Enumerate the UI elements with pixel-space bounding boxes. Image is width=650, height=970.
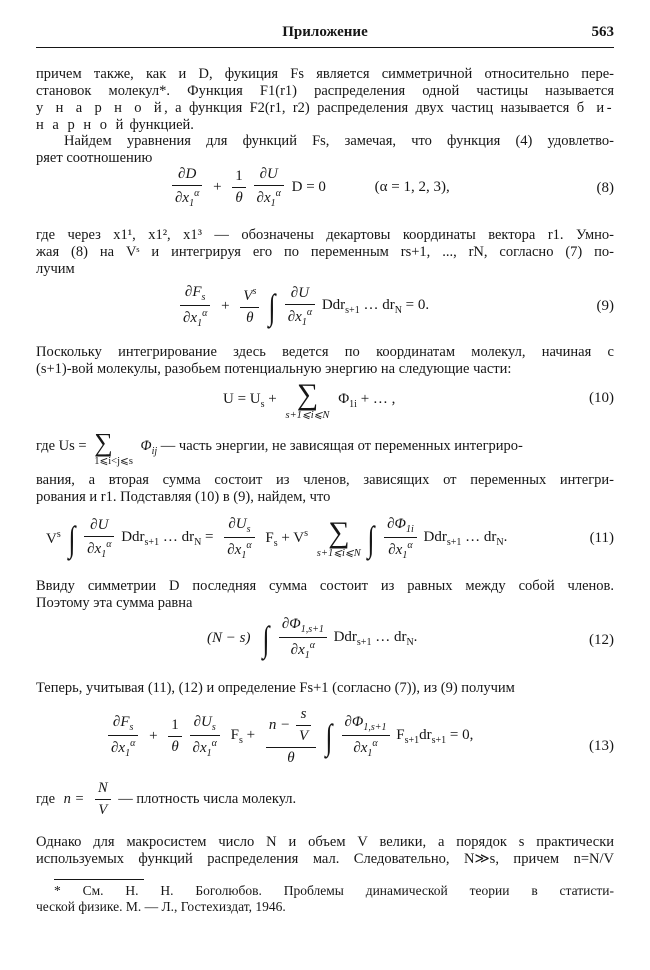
text-line: Теперь, учитывая (11), (12) и определение Fs+1 (согласно (7)), из (9) получим bbox=[36, 680, 515, 696]
sum-sign: ∑ s+1⩽i⩽N bbox=[316, 516, 361, 559]
paragraph-2 bbox=[36, 133, 614, 167]
text-line: Поскольку интегрирование здесь ведется по координатам молекул, начиная с bbox=[36, 344, 614, 360]
term-binary-start: б и- bbox=[576, 100, 615, 116]
text-fragment: где bbox=[36, 791, 56, 807]
equation-number: (11) bbox=[589, 530, 614, 546]
text-line: лучим bbox=[36, 261, 75, 277]
equation-number: (8) bbox=[596, 180, 614, 196]
equation-9: $\frac{\partial F_s}{\partial x_1^\alpha}$ + $\frac{V^s}{\theta}$ ∫ $\frac{\partial U}{\partial x_1^\alpha}$ Ddr$_{s+1}$ … $dr_N = 0$. bbox=[178, 284, 434, 329]
text-line: становок молекул*. Функция F1(r1) распределения одной частицы называется bbox=[36, 83, 614, 99]
text-line: рования и r1. Подставляя (10) в (9), найдем, что bbox=[36, 489, 331, 505]
fraction: $\frac{\partial F_s}{\partial x_1^\alpha}$ bbox=[180, 284, 210, 329]
footnote-line: * См. Н. Н. Боголюбов. Проблемы динамической теории в статисти- bbox=[54, 883, 614, 898]
sum-sign: ∑ s+1⩽i⩽N bbox=[285, 378, 330, 421]
fraction: n − $\frac{s}{V}$ θ bbox=[266, 706, 316, 767]
equation-number: (9) bbox=[596, 298, 614, 314]
paragraph-1 bbox=[36, 66, 614, 134]
fraction: $\frac{\partial U}{\partial x_1^\alpha}$ bbox=[254, 166, 284, 209]
text-fragment: , а функция F2(r1, r2) распределения двух частиц называется bbox=[164, 100, 570, 116]
footnote bbox=[36, 883, 614, 915]
text-line: используемых функций распределения мал. Следовательно, N≫s, причем n=N/V bbox=[36, 851, 614, 867]
page-number: 563 bbox=[591, 24, 614, 40]
paragraph-5-cont bbox=[36, 472, 614, 506]
text-line: вания, а вторая сумма состоит из членов, зависящих от переменных интегри- bbox=[36, 472, 614, 488]
text-line: жая (8) на Vˢ и интегрируя его по переменным rs+1, ..., rN, согласно (7) по- bbox=[36, 244, 614, 260]
fraction: $\frac{\partial U}{\partial x_1^\alpha}$ bbox=[84, 517, 114, 560]
equation-number: (10) bbox=[589, 390, 614, 406]
paragraph-7 bbox=[36, 680, 614, 697]
header-rule bbox=[36, 47, 614, 48]
fraction: $\frac{1}{\theta}$ bbox=[168, 717, 182, 756]
footnote-rule bbox=[54, 879, 144, 880]
running-header bbox=[36, 24, 614, 44]
text-fragment: — часть энергии, не зависящая от переменных интегриро- bbox=[160, 438, 523, 454]
text-line: Однако для макросистем число N и объем V велики, а порядок s практически bbox=[36, 834, 614, 850]
fraction: $\frac{\partial D}{\partial x_1^\alpha}$ bbox=[172, 166, 202, 209]
paragraph-3 bbox=[36, 227, 614, 278]
text-fragment: функцией. bbox=[125, 117, 194, 133]
text-fragment: — плотность числа молекул. bbox=[118, 791, 297, 807]
equation-8: $\frac{\partial D}{\partial x_1^\alpha}$ + $\frac{1}{\theta}$ $\frac{\partial U}{\partial x_1^\alpha}$ D = 0 (α = 1, 2, 3), bbox=[170, 166, 455, 209]
equation-11: $V^s$ ∫ $\frac{\partial U}{\partial x_1^\alpha}$ Ddr$_{s+1}$ … $dr_N$ = $\frac{\partial U_s}{\partial x_1^\alpha}$ $F_s + V^s$ ∑ s+1⩽i⩽N ∫ $\frac{\partial\Phi_{1i}}{\partial x_1^\alpha}$ Ddr$_{s+1}$ … $dr_N$. bbox=[46, 516, 508, 561]
fraction: $\frac{\partial U_s}{\partial x_1^\alpha}$ bbox=[224, 516, 254, 561]
fraction: $\frac{\partial U_s}{\partial x_1^\alpha}$ bbox=[190, 714, 220, 759]
text-line: причем также, как и D, фукиция Fs является симметричной относительно пере- bbox=[36, 66, 614, 82]
sum-sign: ∑ 1⩽i<j⩽s bbox=[94, 428, 133, 467]
equation-12: (N − s) ∫ $\frac{\partial\Phi_{1,s+1}}{\partial x_1^\alpha}$ Ddr$_{s+1}$ … $dr_N$. bbox=[207, 616, 418, 661]
equation-13: $\frac{\partial F_s}{\partial x_1^\alpha}$ + $\frac{1}{\theta}$ $\frac{\partial U_s}{\partial x_1^\alpha}$ $F_s$ + n − $\frac{s}{V}$ θ ∫ $\frac{\partial\Phi_{1,s+1}}{\partial x_1^\alpha}$ $F_{s+1}dr_{s+1} = 0$, bbox=[106, 706, 478, 767]
footnote-line: ческой физике. М. — Л., Гостехиздат, 1946. bbox=[36, 899, 286, 914]
text-line bbox=[36, 100, 614, 117]
term-unary: у н а р н о й bbox=[36, 100, 165, 116]
fraction: $\frac{\partial\Phi_{1i}}{\partial x_1^\alpha}$ bbox=[384, 516, 417, 561]
fraction: $\frac{\partial\Phi_{1,s+1}}{\partial x_1^\alpha}$ bbox=[279, 616, 327, 661]
text-line bbox=[36, 117, 614, 134]
text-line: Поэтому эта сумма равна bbox=[36, 595, 193, 611]
paragraph-9 bbox=[36, 834, 614, 868]
text-line: (s+1)-вой молекулы, разобьем потенциальную энергию на следующие части: bbox=[36, 361, 512, 377]
text-line: ряет соотношению bbox=[36, 150, 153, 166]
fraction: $\frac{\partial U}{\partial x_1^\alpha}$ bbox=[285, 285, 315, 328]
paragraph-8: где n = $\frac{N}{V}$ — плотность числа молекул. bbox=[36, 780, 297, 818]
fraction: $\frac{1}{\theta}$ bbox=[232, 168, 246, 207]
text-line: где Us = ∑ 1⩽i<j⩽s $\Phi_{ij}$ — часть энергии, не зависящая от переменных интегриро- bbox=[36, 428, 523, 467]
term-binary-end: н а р н о й bbox=[36, 117, 126, 133]
equation-condition: (α = 1, 2, 3), bbox=[374, 179, 450, 195]
fraction: $\frac{N}{V}$ bbox=[95, 780, 111, 819]
equation-number: (13) bbox=[589, 738, 614, 754]
fraction: $\frac{V^s}{\theta}$ bbox=[240, 286, 259, 327]
text-line: Найдем уравнения для функций Fs, замечая, что функция (4) удовлетво- bbox=[64, 133, 614, 149]
fraction: $\frac{\partial F_s}{\partial x_1^\alpha}$ bbox=[108, 714, 138, 759]
text-line: где через x1¹, x1², x1³ — обозначены декартовы координаты вектора r1. Умно- bbox=[36, 227, 614, 243]
equation-number: (12) bbox=[589, 632, 614, 648]
paragraph-6 bbox=[36, 578, 614, 612]
text-line: Ввиду симметрии D последняя сумма состоит из равных между собой членов. bbox=[36, 578, 614, 594]
equation-10: $U = U_s$ + ∑ s+1⩽i⩽N $\Phi_{1i}$ + … , bbox=[223, 378, 396, 421]
header-title: Приложение bbox=[282, 24, 368, 40]
text-fragment: где Us = bbox=[36, 438, 87, 454]
paragraph-4 bbox=[36, 344, 614, 378]
paragraph-5 bbox=[36, 430, 614, 467]
fraction: $\frac{\partial\Phi_{1,s+1}}{\partial x_1^\alpha}$ bbox=[342, 714, 390, 759]
